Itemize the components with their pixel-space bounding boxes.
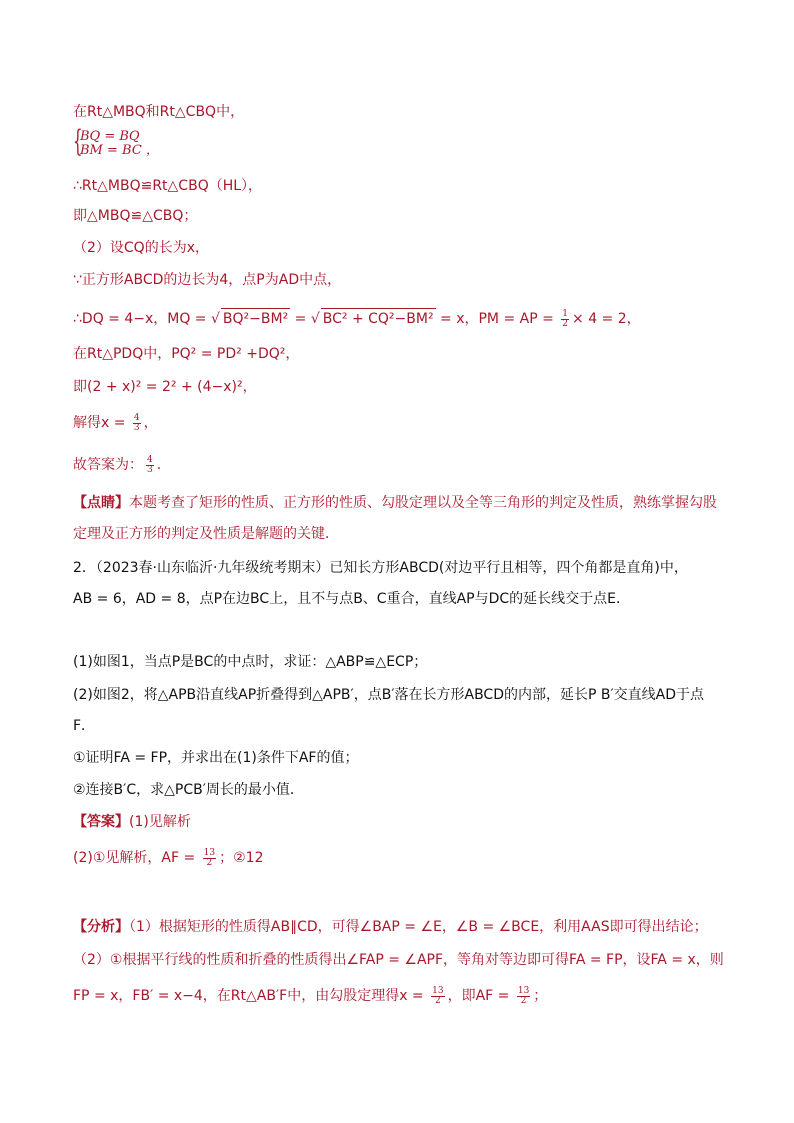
solution-line: ∴Rt△MBQ≌Rt△CBQ（HL）， [73, 178, 263, 194]
solution-line: 即△MBQ≌△CBQ； [73, 208, 198, 224]
solution-line: 即(2 + x)² = 2² + (4−x)²， [73, 379, 257, 395]
comment-tag: 【点睛】 [73, 495, 129, 511]
fraction [517, 987, 530, 1006]
answer-tag: 【答案】 [73, 814, 129, 830]
formula-part: = x，PM = AP = [435, 311, 559, 327]
question-line: ①证明FA = FP，并求出在(1)条件下AF的值； [73, 750, 359, 766]
formula-part: . [156, 457, 162, 473]
answer-line [73, 455, 161, 475]
system-line-1: BQ = BQ [80, 129, 140, 144]
formula-part: ∴DQ = 4−x，MQ = [73, 311, 211, 327]
formula-part: (2)①见解析，AF = [73, 850, 200, 866]
analysis-tag: 【分析】 [73, 919, 129, 935]
fraction-denominator: 2 [520, 995, 527, 1006]
formula-part: = [290, 311, 311, 327]
analysis-line [73, 986, 547, 1006]
fraction-denominator: 2 [206, 857, 213, 868]
fraction-numerator: 13 [517, 985, 530, 996]
question-line: AB = 6，AD = 8，点P在边BC上，且不与点B、C重合，直线AP与DC的延长线交于点E． [73, 591, 630, 607]
fraction-numerator: 4 [147, 454, 153, 465]
fraction-denominator: 2 [434, 995, 441, 1006]
system-line-2: BM = BC ， [80, 143, 159, 158]
comment-text: 本题考查了矩形的性质、正方形的性质、勾股定理以及全等三角形的判定及性质，熟练掌握勾股 [129, 495, 717, 511]
formula-part: ，即AF = [447, 988, 514, 1004]
sqrt-term: BQ²−BM² [221, 308, 290, 329]
formula-part: FP = x，FB′ = x−4，在Rt△AB′F中，由勾股定理得x = [73, 988, 429, 1004]
analysis-text: （1）根据矩形的性质得AB∥CD，可得∠BAP = ∠E，∠B = ∠BCE，利用AAS即可得出结论； [129, 919, 708, 935]
solution-line: 在Rt△MBQ和Rt△CBQ中， [73, 104, 245, 120]
fraction-denominator: 3 [133, 422, 140, 433]
fraction-numerator: 1 [562, 308, 569, 319]
answer-line [73, 812, 191, 832]
fraction [133, 414, 141, 433]
question-line: F． [73, 718, 96, 734]
formula-part: 故答案为： [73, 457, 143, 473]
formula-part: × 4 = 2， [572, 311, 641, 327]
fraction [431, 987, 444, 1006]
question-line: (1)如图1，当点P是BC的中点时，求证：△ABP≌△ECP； [73, 654, 428, 670]
fraction-denominator: 2 [562, 318, 569, 329]
fraction-numerator: 13 [432, 985, 444, 996]
solution-line [73, 413, 158, 433]
fraction-numerator: 4 [133, 412, 140, 423]
solution-line-formula [73, 308, 641, 329]
fraction-numerator: 13 [203, 847, 216, 858]
formula-part: ， [143, 415, 158, 431]
fraction [146, 456, 154, 475]
formula-part: ；②12 [219, 850, 264, 866]
answer-line [73, 848, 263, 868]
solution-line: （2）设CQ的长为x， [73, 240, 209, 256]
solution-line: ∵正方形ABCD的边长为4，点P为AD中点， [73, 272, 342, 288]
fraction [561, 310, 569, 329]
comment-line: 定理及正方形的判定及性质是解题的关键． [73, 526, 339, 542]
formula-part: ； [533, 988, 548, 1004]
formula-part: 解得x = [73, 415, 130, 431]
analysis-line: （2）①根据平行线的性质和折叠的性质得出∠FAP = ∠APF，等角对等边即可得FA = FP，设FA = x，则 [73, 952, 724, 968]
sqrt-icon: √ [310, 311, 320, 327]
analysis-line [73, 917, 708, 937]
question-line: ②连接B′C，求△PCB′周长的最小值． [73, 782, 304, 798]
fraction-denominator: 3 [147, 464, 153, 475]
sqrt-icon: √ [211, 311, 220, 327]
sqrt-term: BC² + CQ²−BM² [321, 308, 436, 329]
answer-text: (1)见解析 [129, 814, 191, 830]
solution-line: 在Rt△PDQ中，PQ² = PD² +DQ²， [73, 346, 300, 362]
question-line: (2)如图2，将△APB沿直线AP折叠得到△APB′，点B′落在长方形ABCD的内部，延长P B′交直线AD于点 [73, 687, 705, 703]
question-line: 2．（2023春·山东临沂·九年级统考期末）已知长方形ABCD(对边平行且相等，四个角都是直角)中， [73, 560, 688, 576]
fraction [203, 849, 216, 868]
system-brace: { [73, 124, 83, 159]
comment-line [73, 493, 717, 513]
